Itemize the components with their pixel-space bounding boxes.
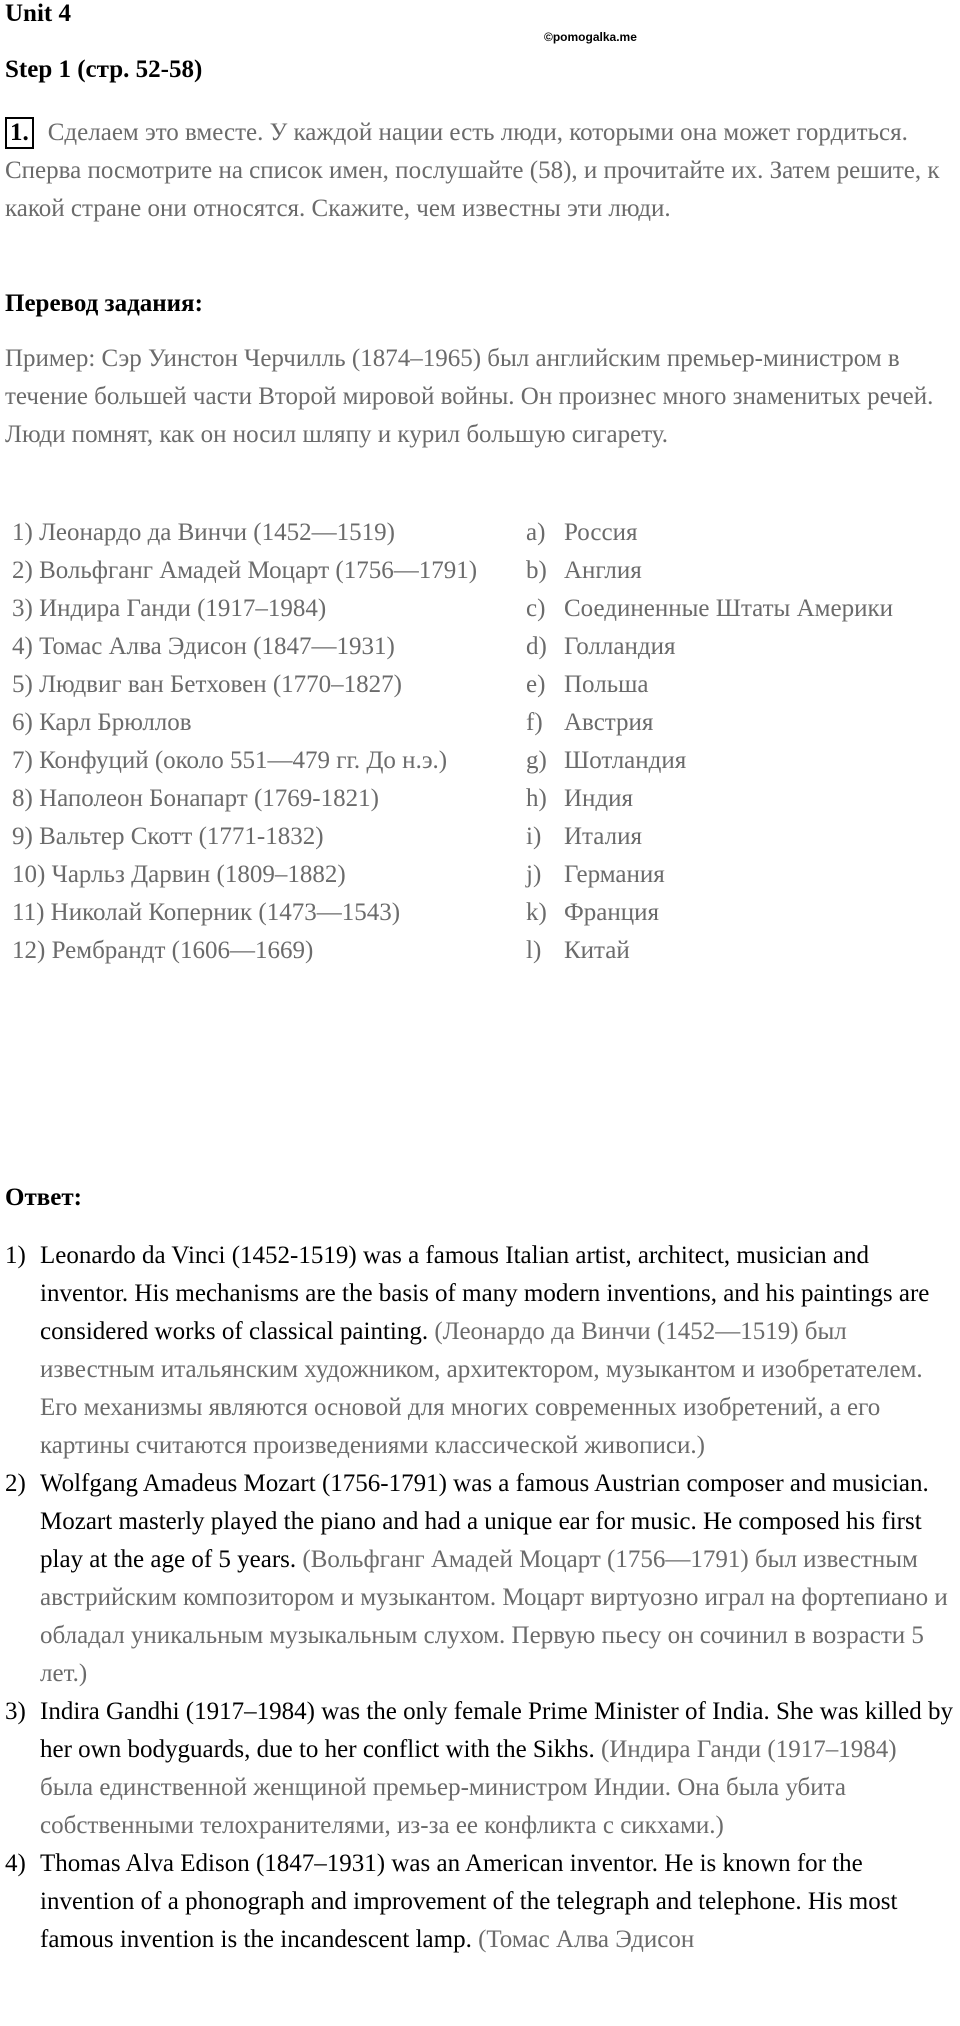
countries-list [526,514,956,970]
option-letter: k) [526,899,547,926]
list-item [526,894,956,932]
option-text: Голландия [564,633,676,660]
answers-list [5,1237,955,1959]
list-item: 7) Конфуций (около 551—479 гг. До н.э.) [12,747,448,774]
option-text: Индия [564,785,634,812]
list-item [526,590,956,628]
option-text: Шотландия [564,747,687,774]
option-letter: g) [526,747,547,774]
option-text: Англия [564,557,642,584]
list-item [526,742,956,780]
option-letter: d) [526,633,547,660]
option-letter: f) [526,709,543,736]
option-letter: l) [526,937,542,964]
answer-number: 4) [5,1850,26,1877]
list-item: 1) Леонардо да Винчи (1452—1519) [12,519,395,546]
option-letter: b) [526,557,547,584]
answer-russian: (Леонардо да Винчи (1452—1519) был известным итальянским художником, архитектором, музыкантом и изобретателем. Его механизмы являются основой для многих современных изобретений, а его картины считаются произведениями классической живописи.) [40,1318,923,1459]
translation-heading: Перевод задания: [5,290,203,317]
list-item [526,514,956,552]
answer-number: 3) [5,1698,26,1725]
option-letter: c) [526,595,546,622]
answer-item [5,1693,955,1845]
answer-english: Wolfgang Amadeus Mozart (1756-1791) was a famous Austrian composer and musician. Mozart masterly played the piano and had a unique ear for music. He composed his first play at the age of 5 years. [40,1470,929,1573]
option-letter: h) [526,785,547,812]
example-text: Пример: Сэр Уинстон Черчилль (1874–1965) был английским премьер-министром в течение большей части Второй мировой войны. Он произнес много знаменитых речей. Люди помнят, как он носил шляпу и курил большую сигарету. [5,345,934,448]
watermark: ©pomogalka.me [544,30,637,44]
list-item [526,780,956,818]
answer-russian: (Томас Алва Эдисон [478,1926,695,1953]
option-text: Италия [564,823,642,850]
answer-english: Leonardo da Vinci (1452-1519) was a famous Italian artist, architect, musician and inventor. His mechanisms are the basis of many modern inventions, and his paintings are considered works of classical painting. [40,1242,930,1345]
list-item: 8) Наполеон Бонапарт (1769-1821) [12,785,379,812]
answer-heading: Ответ: [5,1184,82,1211]
list-item: 2) Вольфганг Амадей Моцарт (1756—1791) [12,557,478,584]
answer-russian: (Индира Ганди (1917–1984) была единственной женщиной премьер-министром Индии. Она была убита собственными телохранителями, из-за ее конфликта с сикхами.) [40,1736,897,1839]
list-item [526,932,956,970]
task-text: Сделаем это вместе. У каждой нации есть люди, которыми она может гордиться. Сперва посмотрите на список имен, послушайте (58), и прочитайте их. Затем решите, к какой стране они относятся. Скажите, чем известны эти люди. [5,119,940,222]
people-list [12,514,482,970]
list-item: 10) Чарльз Дарвин (1809–1882) [12,861,346,888]
answer-number: 1) [5,1242,26,1269]
step-title: Step 1 (стр. 52-58) [5,56,203,83]
option-letter: e) [526,671,546,698]
option-letter: j) [526,861,542,888]
answer-item [5,1237,955,1465]
task-number: 1. [5,117,34,149]
list-item [526,628,956,666]
list-item: 11) Николай Коперник (1473—1543) [12,899,401,926]
list-item: 6) Карл Брюллов [12,709,192,736]
list-item [526,552,956,590]
option-text: Польша [564,671,649,698]
list-item: 3) Индира Ганди (1917–1984) [12,595,327,622]
option-letter: a) [526,519,546,546]
option-letter: i) [526,823,542,850]
list-item: 12) Рембрандт (1606—1669) [12,937,314,964]
option-text: Соединенные Штаты Америки [564,595,893,622]
list-item [526,818,956,856]
option-text: Германия [564,861,665,888]
answer-number: 2) [5,1470,26,1497]
answer-russian: (Вольфганг Амадей Моцарт (1756—1791) был известным австрийским композитором и музыкантом. Моцарт виртуозно играл на фортепиано и обладал уникальным музыкальным слухом. Первую пьесу он сочинил в возрасти 5 лет.) [40,1546,948,1687]
unit-title: Unit 4 [5,0,71,27]
task-text-block [5,114,953,228]
option-text: Австрия [564,709,654,736]
answer-item [5,1465,955,1693]
option-text: Китай [564,937,630,964]
option-text: Франция [564,899,659,926]
answer-item [5,1845,955,1959]
list-item: 9) Вальтер Скотт (1771-1832) [12,823,324,850]
list-item [526,704,956,742]
option-text: Россия [564,519,638,546]
answer-english: Indira Gandhi (1917–1984) was the only female Prime Minister of India. She was killed by her own bodyguards, due to her conflict with the Sikhs. [40,1698,954,1763]
list-item: 5) Людвиг ван Бетховен (1770–1827) [12,671,403,698]
list-item [526,856,956,894]
list-item: 4) Томас Алва Эдисон (1847—1931) [12,633,395,660]
list-item [526,666,956,704]
answer-english: Thomas Alva Edison (1847–1931) was an American inventor. He is known for the invention of a phonograph and improvement of the telegraph and telephone. His most famous invention is the incandescent lamp. [40,1850,898,1953]
